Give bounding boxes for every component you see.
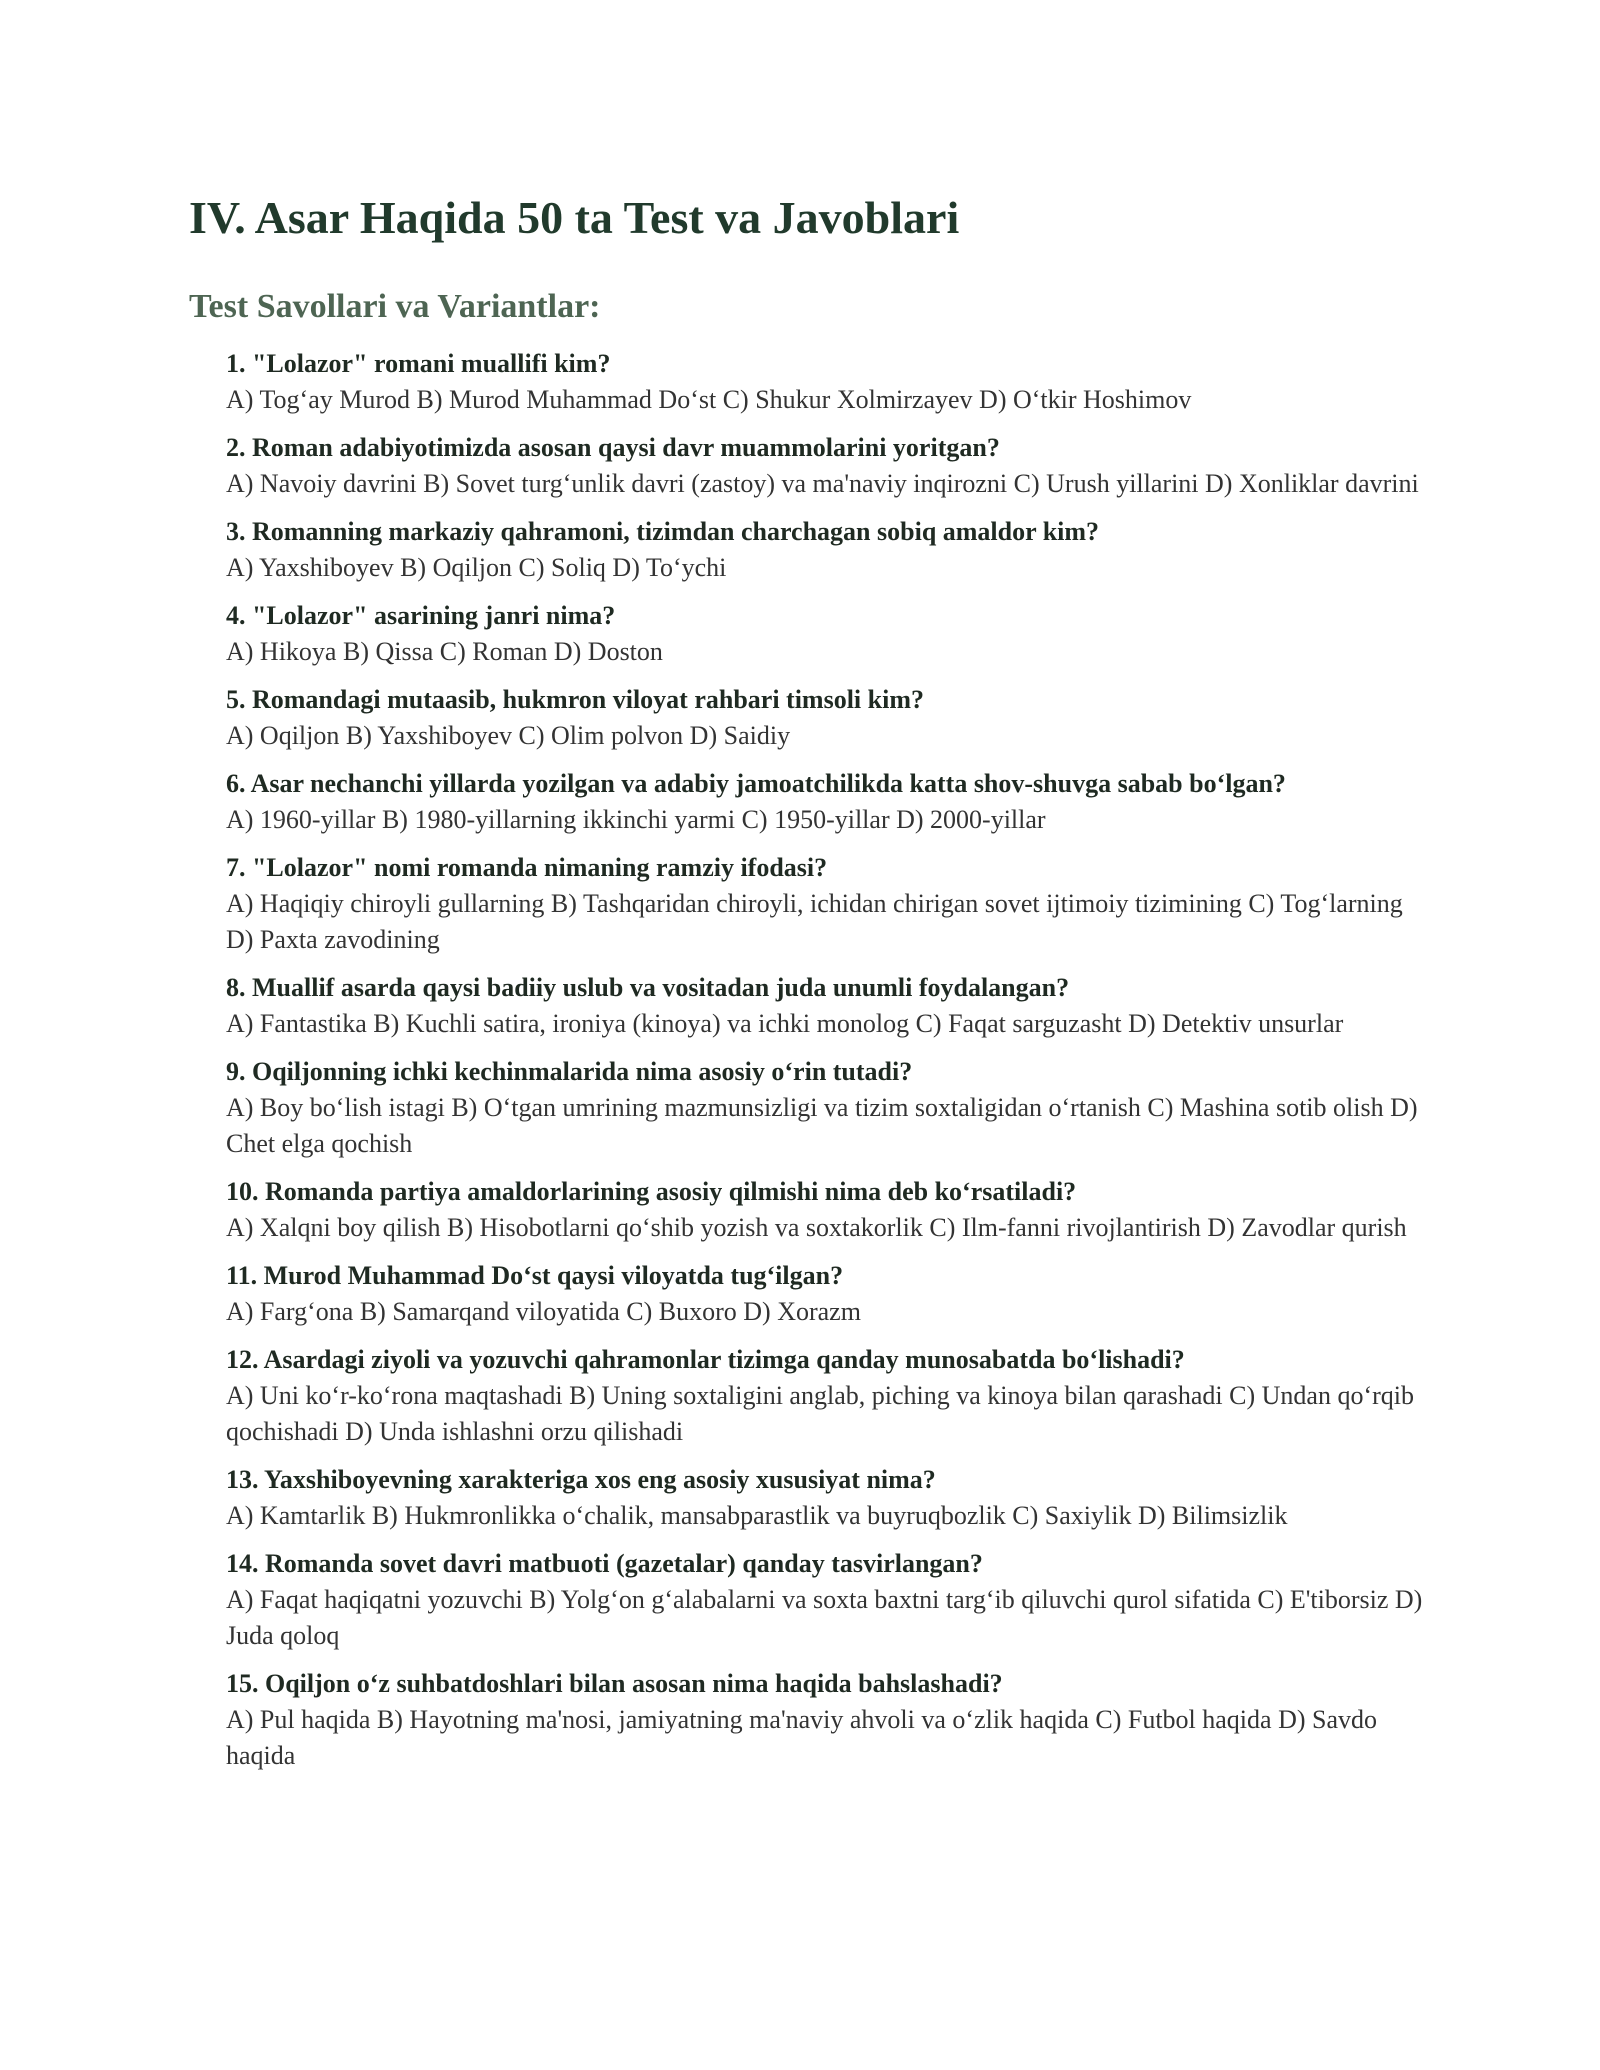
question-item (226, 1462, 1429, 1534)
question-text: 5. Romandagi mutaasib, hukmron viloyat rahbari timsoli kim? (226, 684, 925, 714)
question-item (226, 1054, 1429, 1162)
answer-options: A) Kamtarlik B) Hukmronlikka o‘chalik, mansabparastlik va buyruqbozlik C) Saxiylik D) Bilimsizlik (226, 1500, 1288, 1530)
answer-options: A) Haqiqiy chiroyli gullarning B) Tashqaridan chiroyli, ichidan chirigan sovet ijtimoiy tizimining C) Tog‘larning D) Paxta zavodining (226, 888, 1403, 954)
answer-options: A) Pul haqida B) Hayotning ma'nosi, jamiyatning ma'naviy ahvoli va o‘zlik haqida C) Futbol haqida D) Savdo haqida (226, 1704, 1378, 1770)
question-text: 8. Muallif asarda qaysi badiiy uslub va vositadan juda unumli foydalangan? (226, 972, 1070, 1002)
question-text: 7. "Lolazor" nomi romanda nimaning ramziy ifodasi? (226, 852, 828, 882)
question-text: 14. Romanda sovet davri matbuoti (gazetalar) qanday tasvirlangan? (226, 1548, 983, 1578)
question-list (189, 346, 1429, 1774)
question-text: 9. Oqiljonning ichki kechinmalarida nima asosiy o‘rin tutadi? (226, 1056, 913, 1086)
question-item (226, 1546, 1429, 1654)
answer-options: A) Farg‘ona B) Samarqand viloyatida C) Buxoro D) Xorazm (226, 1296, 861, 1326)
question-item (226, 850, 1429, 958)
question-text: 3. Romanning markaziy qahramoni, tizimdan charchagan sobiq amaldor kim? (226, 516, 1100, 546)
question-item (226, 682, 1429, 754)
question-text: 13. Yaxshiboyevning xarakteriga xos eng asosiy xususiyat nima? (226, 1464, 936, 1494)
answer-options: A) Navoiy davrini B) Sovet turg‘unlik davri (zastoy) va ma'naviy inqirozni C) Urush yillarini D) Xonliklar davrini (226, 468, 1419, 498)
question-item (226, 970, 1429, 1042)
answer-options: A) Hikoya B) Qissa C) Roman D) Doston (226, 636, 663, 666)
answer-options: A) Uni ko‘r-ko‘rona maqtashadi B) Uning soxtaligini anglab, piching va kinoya bilan qarashadi C) Undan qo‘rqib qochishadi D) Unda ishlashni orzu qilishadi (226, 1380, 1414, 1446)
answer-options: A) Xalqni boy qilish B) Hisobotlarni qo‘shib yozish va soxtakorlik C) Ilm-fanni rivojlantirish D) Zavodlar qurish (226, 1212, 1407, 1242)
answer-options: A) Yaxshiboyev B) Oqiljon C) Soliq D) To‘ychi (226, 552, 727, 582)
question-text: 4. "Lolazor" asarining janri nima? (226, 600, 616, 630)
question-text: 2. Roman adabiyotimizda asosan qaysi davr muammolarini yoritgan? (226, 432, 1000, 462)
document-page (189, 190, 1429, 1786)
question-item (226, 1666, 1429, 1774)
section-title: Test Savollari va Variantlar: (189, 288, 601, 326)
answer-options: A) Fantastika B) Kuchli satira, ironiya (kinoya) va ichki monolog C) Faqat sarguzasht D) Detektiv unsurlar (226, 1008, 1344, 1038)
question-text: 11. Murod Muhammad Do‘st qaysi viloyatda tug‘ilgan? (226, 1260, 844, 1290)
question-item (226, 430, 1429, 502)
answer-options: A) Tog‘ay Murod B) Murod Muhammad Do‘st C) Shukur Xolmirzayev D) O‘tkir Hoshimov (226, 384, 1192, 414)
question-item (226, 1342, 1429, 1450)
question-item (226, 598, 1429, 670)
question-text: 1. "Lolazor" romani muallifi kim? (226, 348, 611, 378)
answer-options: A) Faqat haqiqatni yozuvchi B) Yolg‘on g‘alabalarni va soxta baxtni targ‘ib qiluvchi qurol sifatida C) E'tiborsiz D) Juda qoloq (226, 1584, 1423, 1650)
question-text: 12. Asardagi ziyoli va yozuvchi qahramonlar tizimga qanday munosabatda bo‘lishadi? (226, 1344, 1185, 1374)
question-text: 6. Asar nechanchi yillarda yozilgan va adabiy jamoatchilikda katta shov-shuvga sabab bo‘lgan? (226, 768, 1286, 798)
question-item (226, 1258, 1429, 1330)
answer-options: A) 1960-yillar B) 1980-yillarning ikkinchi yarmi C) 1950-yillar D) 2000-yillar (226, 804, 1046, 834)
question-text: 10. Romanda partiya amaldorlarining asosiy qilmishi nima deb ko‘rsatiladi? (226, 1176, 1077, 1206)
answer-options: A) Boy bo‘lish istagi B) O‘tgan umrining mazmunsizligi va tizim soxtaligidan o‘rtanish C) Mashina sotib olish D) Chet elga qochish (226, 1092, 1418, 1158)
question-text: 15. Oqiljon o‘z suhbatdoshlari bilan asosan nima haqida bahslashadi? (226, 1668, 1003, 1698)
question-item (226, 346, 1429, 418)
answer-options: A) Oqiljon B) Yaxshiboyev C) Olim polvon D) Saidiy (226, 720, 791, 750)
question-item (226, 1174, 1429, 1246)
question-item (226, 514, 1429, 586)
question-item (226, 766, 1429, 838)
page-title: IV. Asar Haqida 50 ta Test va Javoblari (189, 192, 960, 243)
